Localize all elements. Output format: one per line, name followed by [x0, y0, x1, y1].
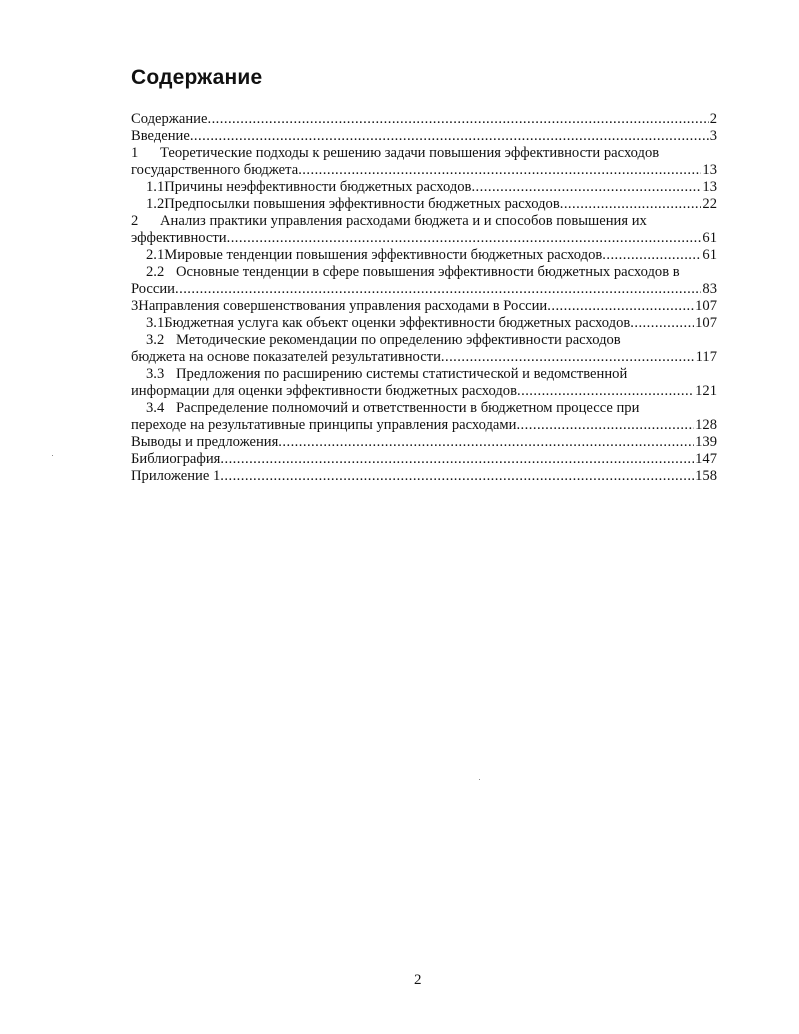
toc-entry-title: Введение [131, 128, 190, 144]
dot-leader [175, 281, 701, 298]
dot-leader [190, 128, 709, 145]
toc-entry-title: государственного бюджета [131, 162, 299, 178]
dot-leader [547, 298, 694, 315]
page-number: 2 [414, 972, 422, 988]
toc-entry-title: переходе на результативные принципы управления расходами [131, 417, 517, 433]
toc-entry-number: 1 [131, 145, 139, 161]
toc-entry [131, 332, 717, 366]
toc-entry-page: 13 [702, 179, 717, 195]
toc-entry-line [131, 145, 717, 162]
toc-entry [131, 451, 717, 468]
toc-entry-title: Библиография [131, 451, 221, 467]
toc-entry-line [131, 111, 717, 128]
toc-entry-page: 107 [695, 298, 717, 314]
toc-entry-title: информации для оценки эффективности бюджетных расходов [131, 383, 517, 399]
toc-entry [131, 400, 717, 434]
toc-entry-number: 2.2 [146, 264, 165, 280]
toc-entry-title: Основные тенденции в сфере повышения эффективности бюджетных расходов в [176, 264, 680, 280]
dot-leader [630, 315, 694, 332]
toc-entry-title: Методические рекомендации по определению эффективности расходов [176, 332, 621, 348]
dot-leader [220, 451, 694, 468]
toc-entry-line [131, 179, 717, 196]
toc-entry-title: Предпосылки повышения эффективности бюджетных расходов [164, 196, 560, 212]
toc-entry-page: 139 [695, 434, 717, 450]
toc-entry-line [131, 196, 717, 213]
toc-entry-line [131, 417, 717, 434]
toc-entry-line [131, 468, 717, 485]
toc-entry [131, 434, 717, 451]
toc-entry-line [131, 400, 717, 417]
toc-entry-line [131, 315, 717, 332]
scan-speck [479, 779, 480, 780]
toc-entry [131, 196, 717, 213]
dot-leader [227, 230, 702, 247]
toc-entry-number: 3.2 [146, 332, 165, 348]
toc-entry-title: Теоретические подходы к решению задачи повышения эффективности расходов [160, 145, 660, 161]
toc-entry-title: Приложение 1 [131, 468, 221, 484]
toc-entry-page: 128 [695, 417, 717, 433]
toc-entry [131, 315, 717, 332]
dot-leader [298, 162, 701, 179]
toc-entry-page: 13 [702, 162, 717, 178]
toc-entry-page: 61 [702, 230, 717, 246]
toc-entry-page: 83 [702, 281, 717, 297]
toc-entry-page: 147 [695, 451, 717, 467]
toc-entry [131, 128, 717, 145]
toc-entry-number: 3.4 [146, 400, 165, 416]
dot-leader [220, 468, 694, 485]
toc-entry-number: 3 [131, 298, 139, 314]
toc-entry-title: Предложения по расширению системы статистической и ведомственной [176, 366, 628, 382]
toc-entry-line [131, 162, 717, 179]
toc-entry-line [131, 213, 717, 230]
toc-entry-line [131, 366, 717, 383]
toc-entry-page: 121 [695, 383, 717, 399]
toc-entry-page: 3 [709, 128, 717, 144]
page-title: Содержание [131, 66, 263, 89]
toc-entry [131, 264, 717, 298]
toc-entry-line [131, 264, 717, 281]
toc-entry-page: 107 [695, 315, 717, 331]
dot-leader [560, 196, 702, 213]
scan-speck [52, 455, 53, 456]
toc-entry-page: 22 [702, 196, 717, 212]
toc-entry-line [131, 332, 717, 349]
toc-entry-title: Причины неэффективности бюджетных расходов [164, 179, 472, 195]
dot-leader [441, 349, 695, 366]
dot-leader [207, 111, 708, 128]
toc-entry-title: Мировые тенденции повышения эффективности бюджетных расходов [164, 247, 603, 263]
dot-leader [602, 247, 701, 264]
toc-entry-line [131, 128, 717, 145]
toc-entry [131, 298, 717, 315]
toc-entry-number: 2 [131, 213, 139, 229]
toc-entry-title: Выводы и предложения [131, 434, 279, 450]
toc-entry [131, 213, 717, 247]
toc-entry-title: России [131, 281, 175, 297]
toc-entry-number: 2.1 [146, 247, 165, 263]
toc-entry-line [131, 230, 717, 247]
toc-entry [131, 111, 717, 128]
toc-entry [131, 145, 717, 179]
toc-entry-line [131, 383, 717, 400]
toc-entry-title: Бюджетная услуга как объект оценки эффективности бюджетных расходов [164, 315, 631, 331]
toc-entry-line [131, 281, 717, 298]
toc-entry-number: 3.3 [146, 366, 165, 382]
toc-entry-title: эффективности [131, 230, 227, 246]
toc-entry-number: 1.1 [146, 179, 165, 195]
table-of-contents [131, 111, 717, 485]
toc-entry-title: Анализ практики управления расходами бюджета и и способов повышения их [160, 213, 647, 229]
toc-entry-line [131, 451, 717, 468]
toc-entry-title: Содержание [131, 111, 208, 127]
toc-entry-line [131, 298, 717, 315]
toc-entry-page: 61 [702, 247, 717, 263]
toc-entry-title: Распределение полномочий и ответственности в бюджетном процессе при [176, 400, 640, 416]
toc-entry-number: 1.2 [146, 196, 165, 212]
toc-entry-title: Направления совершенствования управления расходами в России [138, 298, 548, 314]
dot-leader [471, 179, 701, 196]
toc-entry [131, 366, 717, 400]
dot-leader [516, 417, 694, 434]
toc-entry-title: бюджета на основе показателей результативности [131, 349, 441, 365]
toc-entry-number: 3.1 [146, 315, 165, 331]
toc-entry [131, 247, 717, 264]
toc-entry-line [131, 349, 717, 366]
toc-entry-page: 2 [709, 111, 717, 127]
dot-leader [278, 434, 694, 451]
toc-entry-line [131, 434, 717, 451]
toc-entry-line [131, 247, 717, 264]
toc-entry-page: 158 [695, 468, 717, 484]
toc-entry [131, 179, 717, 196]
dot-leader [517, 383, 694, 400]
toc-entry [131, 468, 717, 485]
toc-entry-page: 117 [695, 349, 717, 365]
